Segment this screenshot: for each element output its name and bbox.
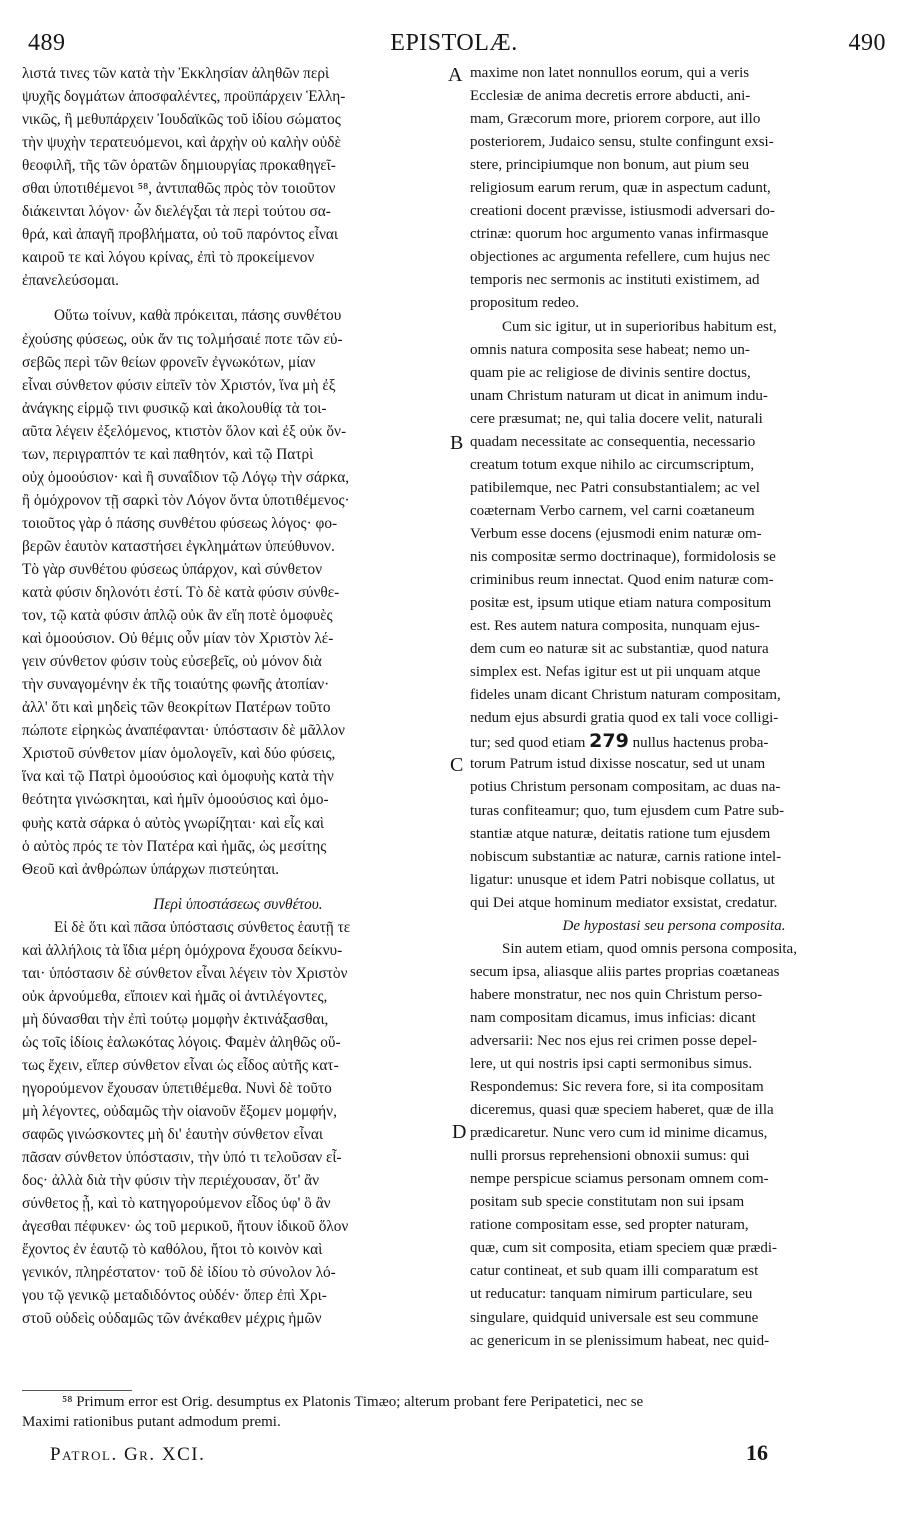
footnote-line: ⁵⁸ Primum error est Orig. desumptus ex Platonis Timæo; alterum probant fere Peripatetici, nec se <box>62 1394 644 1410</box>
text-line: καιροῦ τε καὶ λόγου κρίνας, ἐπὶ τὸ προκείμενον <box>22 249 315 267</box>
text-line: ratione compositam esse, sed propter naturam, <box>470 1217 749 1234</box>
text-line: temporis nec sermonis ac instituti existimem, ad <box>470 272 760 289</box>
paragraph-gap <box>22 292 454 304</box>
text-line: catur contineat, et sub quam illi comparatum est <box>470 1263 759 1280</box>
text-line: ἀνάγκης εἱρμῷ τινι φυσικῷ καὶ ἀκολουθίᾳ τὰ τοι- <box>22 399 327 417</box>
text-line: ἀγεσθαι πέφυκεν· ὡς τοῦ μερικοῦ, ἤτουν ἰδικοῦ ὅλον <box>22 1218 349 1236</box>
text-line <box>470 730 878 753</box>
text-line: Θεοῦ καὶ ἀνθρώπων ὑπάρχων πιστεύηται. <box>22 860 280 878</box>
text-line: Respondemus: Sic revera fore, si ita compositam <box>470 1079 764 1096</box>
paragraph-gap <box>22 881 454 893</box>
text-line: λιστά τινες τῶν κατὰ τὴν Ἐκκλησίαν ἀληθῶν περὶ <box>22 65 330 82</box>
text-line: ut reducatur: tanquam nimirum particulare, seu <box>470 1286 753 1303</box>
margin-letter-d: D <box>452 1121 467 1143</box>
text-line: stere, principiumque non bonum, aut pium seu <box>470 157 750 174</box>
text-line: objectiones ac argumenta refellere, cum hujus nec <box>470 249 771 266</box>
text-line: μὴ δύνασθαι τὴν ἐπὶ τούτῳ μομφὴν ἐκτινάξασθαι, <box>22 1010 329 1028</box>
text-line: μὴ λέγοντες, οὐδαμῶς τὴν οἱανοῦν ἔξομεν μομφήν, <box>22 1103 337 1121</box>
latin-text-column <box>470 62 878 1353</box>
footnote-line: Maximi rationibus putant admodum premi. <box>22 1414 281 1430</box>
text-fragment: tur; sed quod etiam <box>470 735 590 752</box>
text-line: εἶναι σύνθετον φύσιν εἰπεῖν τὸν Χριστόν, ἵνα μὴ ἐξ <box>22 376 336 394</box>
signature-patrol: Patrol. Gr. XCI. <box>50 1444 206 1465</box>
text-line: quæ, cum sit composita, etiam speciem quæ prædi- <box>470 1240 778 1257</box>
margin-letter-c: C <box>450 754 464 776</box>
text-line: γενικόν, πληρέστατον· τοῦ δὲ ἰδίου τὸ σύνολον λό- <box>22 1264 336 1282</box>
text-line: ὁ αὐτὸς πρός τε τὸν Πατέρα καὶ ἡμᾶς, ὡς μεσίτης <box>22 837 327 855</box>
text-line: prædicaretur. Nunc vero cum id minime dicamus, <box>470 1125 768 1142</box>
text-line: ἵνα καὶ τῷ Πατρὶ ὁμοούσιος καὶ ὁμοφυὴς κατὰ τὴν <box>22 768 334 786</box>
text-line: ἐχούσης φύσεως, οὐκ ἄν τις τολμήσαιέ ποτε τῶν εὐ- <box>22 330 343 348</box>
text-line: posteriorem, Judaico sensu, stulte confingunt exsi- <box>470 134 774 151</box>
margin-letter-b: B <box>450 432 464 454</box>
text-line: Χριστοῦ σύνθετον μίαν ὁμολογεῖν, καὶ δύο φύσεις, <box>22 745 336 763</box>
text-line: στοῦ οὐδεὶς οὐδαμῶς τῶν ἀνέκαθεν μέχρις ἡμῶν <box>22 1310 322 1328</box>
text-line: unam Christum naturam ut dicat in animum indu- <box>470 387 768 404</box>
text-line: habere monstratur, nec nos quin Christum perso- <box>470 986 763 1003</box>
text-line: ψυχῆς δογμάτων ἀποσφαλέντες, προϋπάρχειν Ἑλλη- <box>22 88 346 106</box>
text-line: nedum ejus absurdi gratia quod ex tali voce colligi- <box>470 710 779 727</box>
text-line: τοιοῦτος γὰρ ὁ πάσης συνθέτου φύσεως λόγος· φο- <box>22 514 338 532</box>
text-line: creatum totum exque nihilo ac circumscriptum, <box>470 456 755 473</box>
text-line: quam pie ac religiose de divinis sentire doctus, <box>470 364 751 381</box>
greek-text-column <box>22 62 454 1331</box>
text-fragment: nullus hactenus proba- <box>628 735 769 752</box>
margin-letter-a: A <box>448 64 463 86</box>
text-line: διάκεινται λόγον· ὧν διελέγξαι τὰ περὶ τούτου σα- <box>22 203 331 221</box>
text-line: ctrinæ: quorum hoc argumento vanas infirmasque <box>470 226 769 243</box>
text-line: Cum sic igitur, ut in superioribus habitum est, <box>502 318 777 335</box>
text-line: σεβῶς περὶ τῶν θείων φρονεῖν ἐγνωκότων, μίαν <box>22 353 316 371</box>
text-line: cere præsumat; ne, qui talia docere velit, naturali <box>470 410 763 427</box>
text-line: οὐκ ἀρνούμεθα, εἴποιεν καὶ ἡμᾶς οἱ ἀντιλέγοντες, <box>22 987 328 1005</box>
text-line: quadam necessitate ac consequentia, necessario <box>470 433 756 450</box>
text-line: καὶ ὁμοούσιον. Οὐ θέμις οὖν μίαν τὸν Χριστὸν λέ- <box>22 630 334 648</box>
text-line: creationi docent prævisse, istiusmodi adversari do- <box>470 203 775 220</box>
text-line: secum ipsa, aliasque aliis partes proprias coætaneas <box>470 963 780 980</box>
text-line: οὐχ ὁμοούσιον· καὶ ἢ συναΐδιον τῷ Λόγῳ τὴν σάρκα, <box>22 468 350 486</box>
text-line: ἀλλ' ὅτι καὶ μηδεὶς τῶν θεοκρίτων Πατέρων τοῦτο <box>22 699 331 717</box>
text-line: θεοφιλῆ, τῆς τῶν ὁρατῶν δημιουργίας προκαθηγεῖ- <box>22 157 336 175</box>
text-line: Εἰ δὲ ὅτι καὶ πᾶσα ὑπόστασις σύνθετος ἑαυτῇ τε <box>54 918 351 936</box>
text-line: σύνθετος ᾖ, καὶ τὸ κατηγορούμενον εἶδος ὑφ' ὃ ἂν <box>22 1195 331 1213</box>
text-line: turas confiteamur; quo, tum ejusdem cum Patre sub- <box>470 802 785 819</box>
text-line: Ecclesiæ de anima decretis errore abducti, ani- <box>470 88 751 105</box>
text-line: αῦτα λέγειν ἐξελόμενος, κτιστὸν ὅλον καὶ ἐξ οὐκ ὄν- <box>22 422 347 440</box>
text-line: maxime non latet nonnullos eorum, qui a veris <box>470 65 750 81</box>
text-line: κατὰ φύσιν δηλονότι ἐστί. Τὸ δὲ κατὰ φύσιν σύνθε- <box>22 584 340 602</box>
text-line: τον, τῷ κατὰ φύσιν ἁπλῷ οὐκ ἂν εἴη ποτὲ ὁμοφυὲς <box>22 607 333 625</box>
text-line: omnis natura composita sese habeat; nemo un- <box>470 341 750 358</box>
text-line: stantiæ atque naturæ, deitatis ratione tum ejusdem <box>470 825 771 842</box>
text-line: καὶ ἀλλήλοις τὰ ἴδια μέρη ὁμόχρονα ἔχουσα δείκνυ- <box>22 941 343 959</box>
text-line: Οὕτω τοίνυν, καθὰ πρόκειται, πάσης συνθέτου <box>54 307 342 325</box>
text-line: mam, Græcorum more, priorem corpore, aut illo <box>470 111 761 128</box>
text-line: πώποτε εἰρηκὼς ἀναπέφανται· ὑπόστασιν δὲ μᾶλλον <box>22 722 345 740</box>
text-line: est. Res autem natura composita, nunquam ejus- <box>470 618 760 635</box>
text-line: propositum redeo. <box>470 295 580 312</box>
text-line: positæ est, ipsum utique etiam natura compositum <box>470 595 772 612</box>
text-line: potius Christum personam compositam, ac duas na- <box>470 779 781 796</box>
text-line: ἔχοντος ἐν ἑαυτῷ τὸ καθόλου, ἤτοι τὸ κοινὸν καὶ <box>22 1241 323 1259</box>
column-marker: 279 <box>589 730 629 753</box>
text-line: γειν σύνθετον φύσιν τοὺς εὐσεβεῖς, οὐ μόνον διὰ <box>22 653 322 671</box>
text-line: Τὸ γὰρ συνθέτου φύσεως ὑπάρχον, καὶ σύνθετον <box>22 560 323 578</box>
text-line: τὴν συναγομένην ἐκ τῆς τοιαύτης φωνῆς ἀτοπίαν· <box>22 676 330 694</box>
text-line: θεότητα γινώσκηται, καὶ ἡμῖν ὁμοούσιος καὶ ὁμο- <box>22 791 329 809</box>
footnote-rule <box>22 1390 132 1391</box>
text-line: θρά, καὶ ἀπαγῆ προβλήματα, οὐ τοῦ παρόντος εἶναι <box>22 226 339 244</box>
text-line: ἢ ὁμόχρονον τῇ σαρκὶ τὸν Λόγον ὄντα ὑποτιθέμενος· <box>22 491 350 509</box>
running-title: EPISTOLÆ. <box>390 30 518 56</box>
footnote <box>22 1392 882 1432</box>
text-line: Sin autem etiam, quod omnis persona composita, <box>502 940 797 957</box>
text-line: πᾶσαν σύνθετον ὑπόστασιν, τὴν ὑπό τι τελοῦσαν εἶ- <box>22 1149 342 1167</box>
text-line: nobiscum substantiæ ac naturæ, carnis ratione intel- <box>470 848 782 865</box>
text-line: diceremus, quasi quæ speciem haberet, quæ de illa <box>470 1102 774 1119</box>
text-line: των, περιγραπτόν τε καὶ παθητόν, καὶ τῷ Πατρὶ <box>22 445 314 463</box>
text-line: νικῶς, ἢ μεθυπάρχειν Ἰουδαϊκῶς τοῦ ἰδίου σώματος <box>22 111 341 129</box>
text-line: religiosum earum rerum, quæ in aspectum cadunt, <box>470 180 771 197</box>
text-line: τως ἔχειν, εἴπερ σύνθετον εἶναι ὡς εἶδος αὐτῆς κατ- <box>22 1056 339 1074</box>
text-line: nempe perspicue sciamus personam omnem com- <box>470 1171 769 1188</box>
text-line: nulli prorsus reprehensioni obnoxii sumus: qui <box>470 1148 750 1165</box>
text-line: ται· ὑπόστασιν δὲ σύνθετον εἶναι λέγειν τὸν Χριστὸν <box>22 964 348 982</box>
section-heading: De hypostasi seu persona composita. <box>562 917 786 934</box>
text-line: nis compositæ sermo doctrinaque), formidolosis se <box>470 548 776 565</box>
text-line: fideles unam dicant Christum naturam compositam, <box>470 687 781 704</box>
text-line: dem cum eo naturæ sit ac substantiæ, quod natura <box>470 641 769 658</box>
text-line: ηγορούμενον ἔχουσαν ὑπετιθέμεθα. Νυνὶ δὲ τοῦτο <box>22 1080 332 1098</box>
signature-number: 16 <box>746 1440 768 1465</box>
section-heading: Περὶ ὑποστάσεως συνθέτου. <box>153 895 323 913</box>
text-line: ac genericum in se plenissimum habeat, nec quid- <box>470 1332 770 1349</box>
text-line: coæternam Verbo carnem, vel carni coætaneum <box>470 502 755 519</box>
text-line: γου τῷ γενικῷ μεταδιδόντος οὐδέν· ὅπερ ἐπὶ Χρι- <box>22 1287 327 1305</box>
text-line: torum Patrum istud dixisse noscatur, sed ut unam <box>470 756 766 773</box>
text-line: adversarii: Nec nos ejus rei crimen posse depel- <box>470 1032 757 1049</box>
text-line: nam compositam dicamus, imus inficias: dicant <box>470 1009 756 1026</box>
text-line: Verbum esse docens (ejusmodi enim naturæ om- <box>470 525 762 542</box>
text-line: δος· ἀλλὰ διὰ τὴν φύσιν τὴν περιέχουσαν, ὅτ' ἂν <box>22 1172 320 1190</box>
text-line: singulare, quidquid universale est seu commune <box>470 1309 759 1326</box>
text-line: σαφῶς γινώσκοντες μὴ δι' ἑαυτὴν σύνθετον εἶναι <box>22 1126 323 1144</box>
text-line: patibilemque, nec Patri consubstantialem; ac vel <box>470 479 760 496</box>
text-line: ὡς τοῖς ἰδίοις ἑαλωκότας λόγοις. Φαμὲν ἀληθῶς οὕ- <box>22 1033 341 1051</box>
page-header <box>22 30 886 60</box>
text-line: positam sub specie constitutam non sui ipsam <box>470 1194 745 1211</box>
text-line: lere, ut qui nostris ipsi capti sermonibus simus. <box>470 1056 753 1073</box>
text-line: simplex est. Nefas igitur est ut pii unquam atque <box>470 664 761 681</box>
text-line: qui Dei atque hominum mediator exsistat, credatur. <box>470 894 778 911</box>
text-line: criminibus reum innectat. Quod enim naturæ com- <box>470 572 774 589</box>
text-line: τὴν ψυχὴν τερατευόμενοι, καὶ ἀρχὴν οὐ καλὴν οὐδὲ <box>22 134 341 152</box>
left-column-number: 489 <box>28 30 66 56</box>
text-line: βερῶν ἑαυτὸν καταστήσει ἐγκλημάτων ὑπεύθυνον. <box>22 537 335 555</box>
text-line: σθαι ὑποτιθέμενοι ⁵⁸, ἀντιπαθῶς πρὸς τὸν τοιοῦτον <box>22 180 336 198</box>
text-line: ἐπανελεύσομαι. <box>22 272 119 290</box>
right-column-number: 490 <box>848 30 886 56</box>
text-line: φυὴς κατὰ σάρκα ὁ αὐτὸς γνωρίζηται· καὶ εἷς καὶ <box>22 814 324 832</box>
text-line: ligatur: unusque et idem Patri nobisque collatus, ut <box>470 871 775 888</box>
